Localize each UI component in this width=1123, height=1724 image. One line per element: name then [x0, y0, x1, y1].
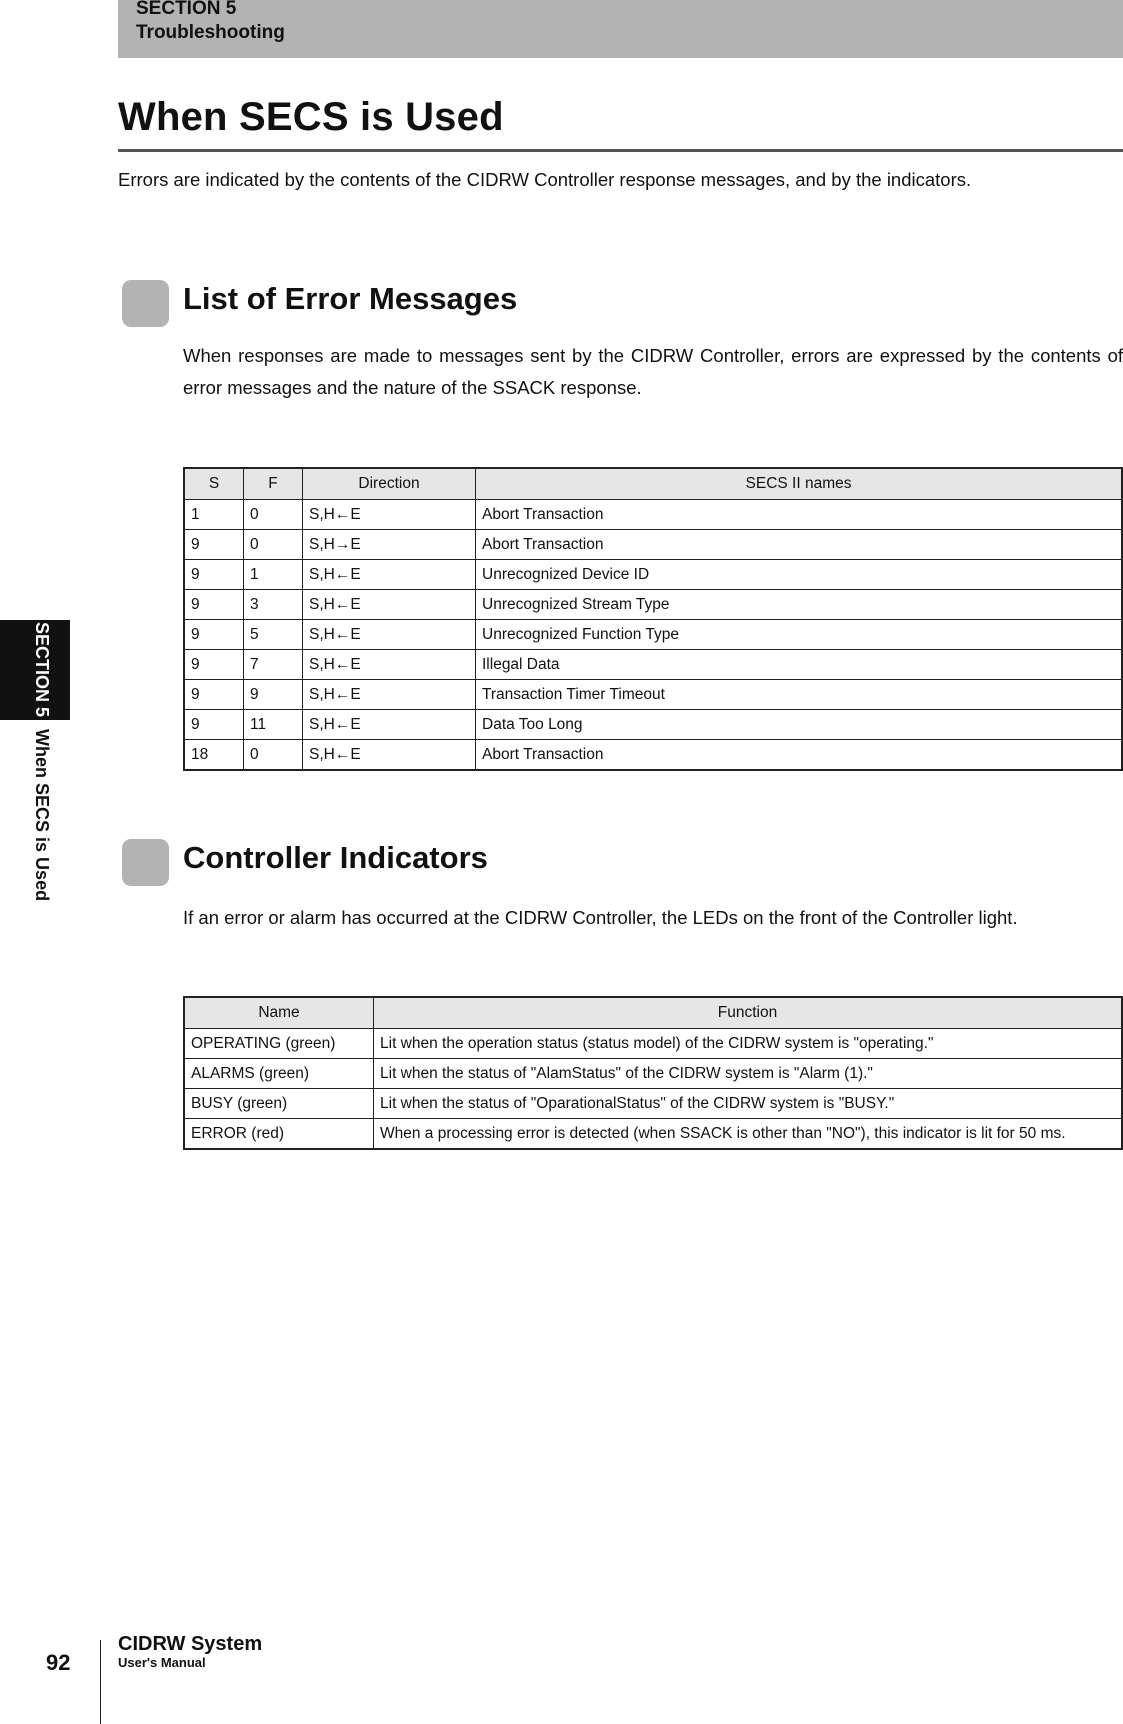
table-row [184, 740, 1122, 771]
table-cell: Illegal Data [476, 650, 1123, 680]
error-messages-table [183, 467, 1123, 771]
column-header: S [184, 468, 244, 500]
table-header-row [184, 997, 1122, 1029]
table-cell: 9 [184, 680, 244, 710]
table-cell: S,H←E [303, 620, 476, 650]
intro-text: Errors are indicated by the contents of the CIDRW Controller response messages, and by the indicators. [118, 169, 972, 190]
table-row [184, 680, 1122, 710]
table-cell: 0 [244, 500, 303, 530]
table-cell: Abort Transaction [476, 530, 1123, 560]
table-row [184, 560, 1122, 590]
table-cell: Lit when the operation status (status model) of the CIDRW system is "operating." [374, 1029, 1123, 1059]
error-list-text: When responses are made to messages sent by the CIDRW Controller, errors are expressed by the contents of error messages and the nature of the SSACK response. [183, 345, 1123, 398]
section-marker-icon [122, 839, 169, 886]
table-cell: S,H←E [303, 710, 476, 740]
table-header-row [184, 468, 1122, 500]
table-cell: Transaction Timer Timeout [476, 680, 1123, 710]
table-cell: 0 [244, 740, 303, 771]
table-cell: Abort Transaction [476, 740, 1123, 771]
table-cell: 9 [244, 680, 303, 710]
table-row [184, 620, 1122, 650]
table-row [184, 1119, 1122, 1150]
table-row [184, 1059, 1122, 1089]
table-cell: Abort Transaction [476, 500, 1123, 530]
table-cell: 1 [184, 500, 244, 530]
column-header: F [244, 468, 303, 500]
table-cell: 9 [184, 650, 244, 680]
title-rule [118, 149, 1123, 152]
column-header: SECS II names [476, 468, 1123, 500]
indicators-heading: Controller Indicators [183, 840, 488, 875]
table-cell: Data Too Long [476, 710, 1123, 740]
table-row [184, 1089, 1122, 1119]
table-cell: 7 [244, 650, 303, 680]
table-cell: Unrecognized Function Type [476, 620, 1123, 650]
column-header: Name [184, 997, 374, 1029]
table-cell: 5 [244, 620, 303, 650]
table-cell: 18 [184, 740, 244, 771]
table-cell: 1 [244, 560, 303, 590]
indicators-table [183, 996, 1123, 1150]
table-row [184, 590, 1122, 620]
footer-divider [100, 1640, 101, 1724]
section-number: SECTION 5 [136, 0, 237, 19]
table-cell: OPERATING (green) [184, 1029, 374, 1059]
table-row [184, 530, 1122, 560]
column-header: Function [374, 997, 1123, 1029]
table-cell: S,H←E [303, 740, 476, 771]
table-row [184, 1029, 1122, 1059]
footer-title: CIDRW System [118, 1633, 263, 1655]
section-header-band [118, 0, 1123, 58]
table-cell: 11 [244, 710, 303, 740]
table-cell: BUSY (green) [184, 1089, 374, 1119]
table-cell: 9 [184, 590, 244, 620]
side-tab-title: When SECS is Used [32, 729, 52, 902]
side-tab-section: SECTION 5 [32, 622, 52, 718]
section-subtitle: Troubleshooting [136, 22, 285, 43]
table-cell: 9 [184, 710, 244, 740]
table-cell: 9 [184, 560, 244, 590]
table-cell: When a processing error is detected (when SSACK is other than "NO"), this indicator is lit for 50 ms. [374, 1119, 1123, 1150]
table-cell: Lit when the status of "AlamStatus" of the CIDRW system is "Alarm (1)." [374, 1059, 1123, 1089]
section-marker-icon [122, 280, 169, 327]
table-cell: S,H→E [303, 530, 476, 560]
table-cell: 0 [244, 530, 303, 560]
table-cell: S,H←E [303, 680, 476, 710]
page-number: 92 [46, 1650, 71, 1675]
table-cell: S,H←E [303, 650, 476, 680]
table-cell: Lit when the status of "OparationalStatus" of the CIDRW system is "BUSY." [374, 1089, 1123, 1119]
table-cell: S,H←E [303, 560, 476, 590]
table-row [184, 650, 1122, 680]
indicators-text: If an error or alarm has occurred at the CIDRW Controller, the LEDs on the front of the Controller light. [183, 907, 1018, 928]
table-cell: 9 [184, 620, 244, 650]
table-cell: Unrecognized Device ID [476, 560, 1123, 590]
column-header: Direction [303, 468, 476, 500]
side-tab-label [32, 622, 52, 901]
table-cell: 9 [184, 530, 244, 560]
footer-subtitle: User's Manual [118, 1655, 206, 1670]
table-cell: Unrecognized Stream Type [476, 590, 1123, 620]
table-cell: ERROR (red) [184, 1119, 374, 1150]
table-row [184, 710, 1122, 740]
page-title: When SECS is Used [118, 95, 504, 139]
table-cell: S,H←E [303, 500, 476, 530]
table-cell: ALARMS (green) [184, 1059, 374, 1089]
table-cell: 3 [244, 590, 303, 620]
table-cell: S,H←E [303, 590, 476, 620]
table-row [184, 500, 1122, 530]
error-list-heading: List of Error Messages [183, 281, 518, 316]
